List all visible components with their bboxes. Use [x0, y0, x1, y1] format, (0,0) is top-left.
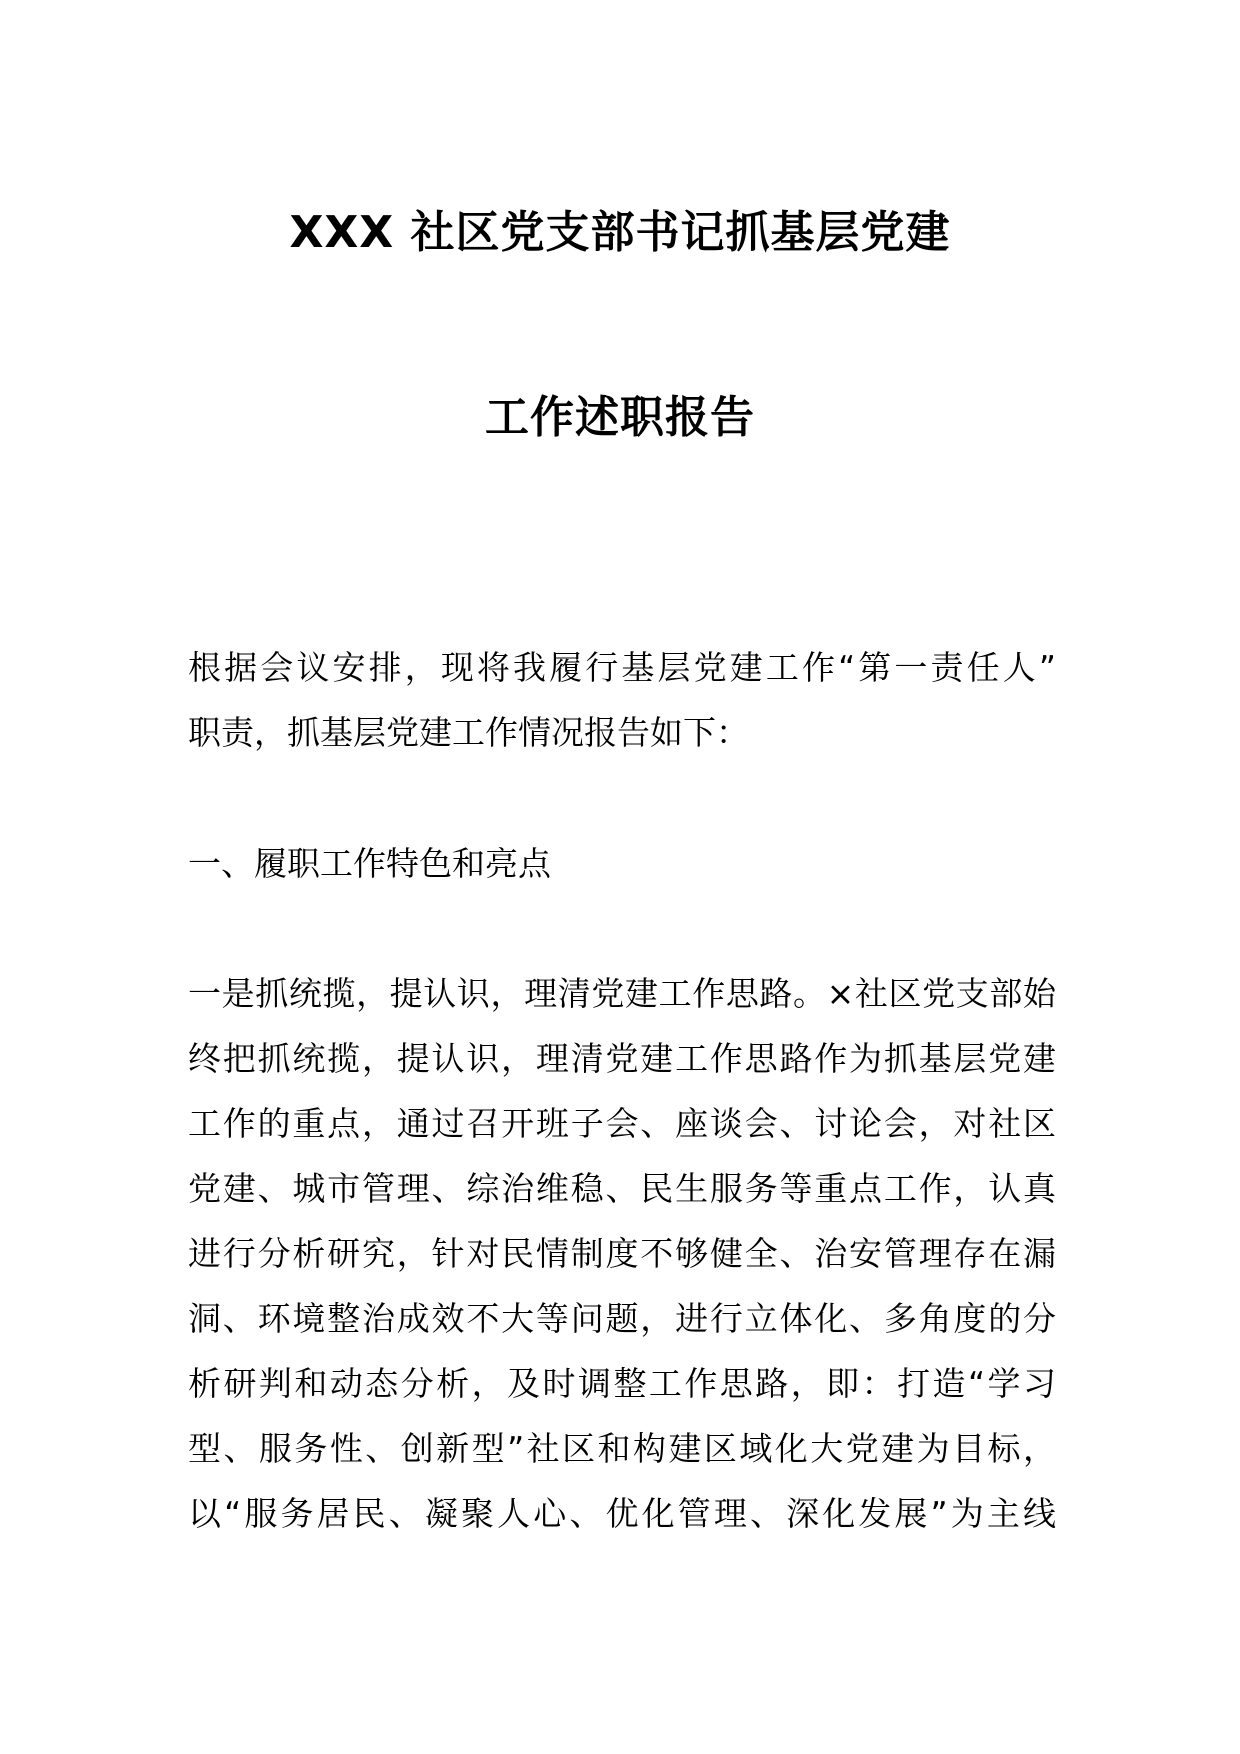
intro-line: 根据会议安排，现将我履行基层党建工作“第一责任人”	[188, 648, 1056, 687]
paragraph-line: 以“服务居民、凝聚人心、优化管理、深化发展”为主线	[188, 1494, 1056, 1533]
intro-paragraph	[188, 635, 1056, 765]
paragraph-line: 工作的重点，通过召开班子会、座谈会、讨论会，对社区	[188, 1104, 1056, 1143]
paragraph-line: 终把抓统揽，提认识，理清党建工作思路作为抓基层党建	[188, 1039, 1056, 1078]
intro-line: 职责，抓基层党建工作情况报告如下：	[188, 713, 749, 752]
paragraph-line: 析研判和动态分析，及时调整工作思路，即：打造“学习	[188, 1364, 1056, 1403]
paragraph-line: 一是抓统揽，提认识，理清党建工作思路。×社区党支部始	[188, 974, 1056, 1013]
paragraph-line: 洞、环境整治成效不大等问题，进行立体化、多角度的分	[188, 1299, 1056, 1338]
paragraph-line: 型、服务性、创新型”社区和构建区域化大党建为目标，	[188, 1429, 1056, 1468]
paragraph-1	[188, 961, 1056, 1546]
paragraph-line: 进行分析研究，针对民情制度不够健全、治安管理存在漏	[188, 1234, 1056, 1273]
section-heading-text: 一、履职工作特色和亮点	[188, 844, 551, 883]
section-heading	[188, 831, 1056, 896]
document-title-line-1: XXX 社区党支部书记抓基层党建	[289, 207, 951, 258]
paragraph-line: 党建、城市管理、综治维稳、民生服务等重点工作，认真	[188, 1169, 1056, 1208]
document-title-line-2: 工作述职报告	[485, 392, 755, 443]
